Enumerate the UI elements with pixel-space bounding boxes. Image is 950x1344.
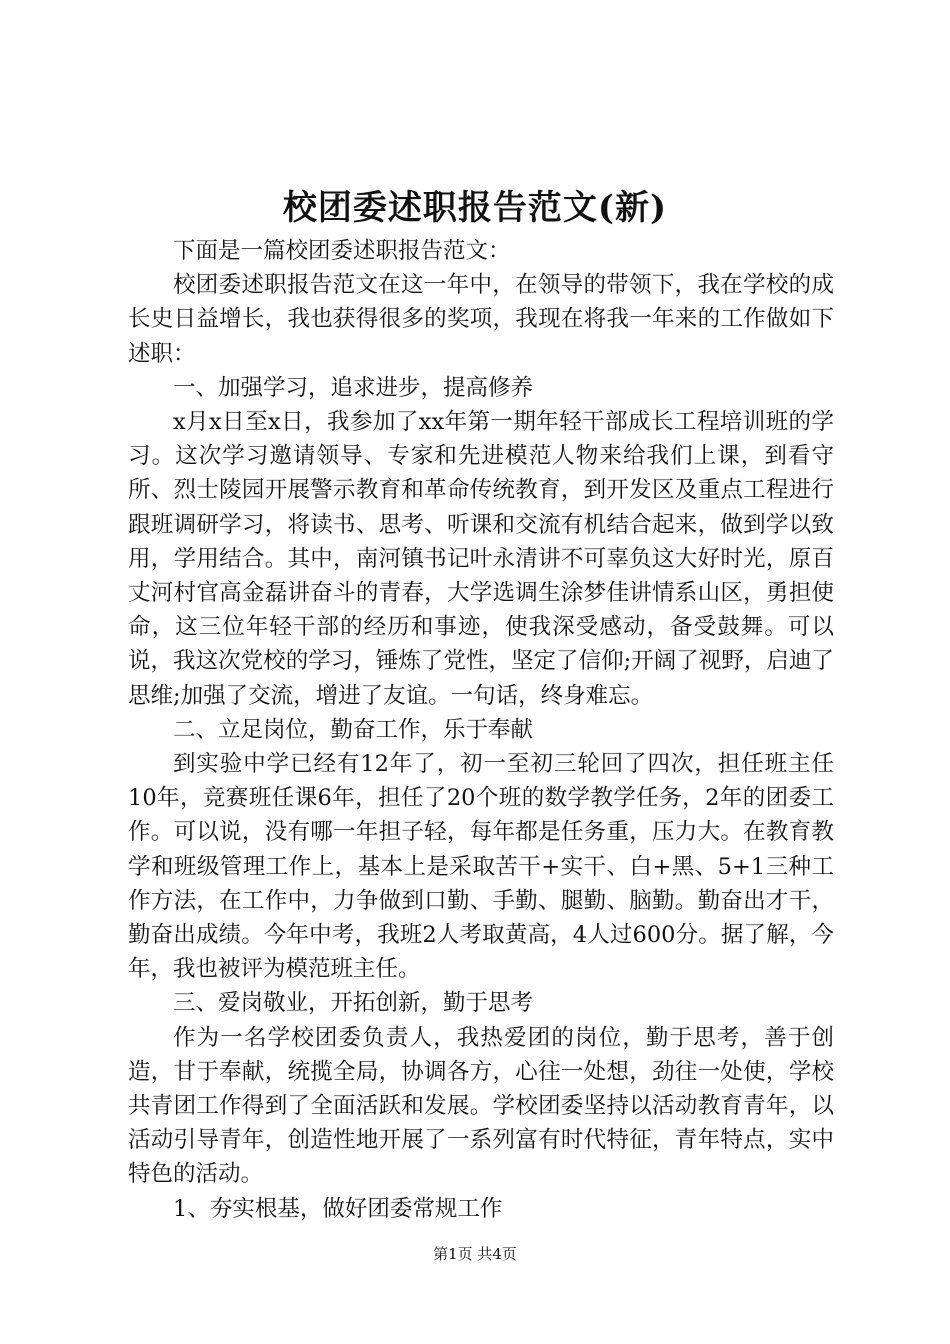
paragraph-intro: 下面是一篇校团委述职报告范文： <box>173 238 511 264</box>
document-title: 校团委述职报告范文(新) <box>282 188 668 228</box>
section-heading-1: 一、加强学习，追求进步，提高修养 <box>173 374 534 401</box>
section-heading-2: 二、立足岗位，勤奋工作，乐于奉献 <box>173 716 534 743</box>
sub-heading-1: 1、夯实根基，做好团委常规工作 <box>173 1195 503 1222</box>
section-heading-3: 三、爱岗敬业，开拓创新，勤于思考 <box>173 990 534 1017</box>
paragraph-opening: 校团委述职报告范文在这一年中，在领导的带领下，我在学校的成长史日益增长，我也获得很多的奖项，我现在将我一年来的工作做如下述职： <box>128 272 834 367</box>
page-footer: 第1页 共4页 <box>433 1245 517 1263</box>
paragraph-innovation: 作为一名学校团委负责人，我热爱团的岗位，勤于思考，善于创造，甘于奉献，统揽全局，协调各方，心往一处想，劲往一处使，学校共青团工作得到了全面活跃和发展。学校团委坚持以活动教育青年，以活动引导青年，创造性地开展了一系列富有时代特征，青年特点，实中特色的活动。 <box>128 1024 834 1188</box>
paragraph-study: x月x日至x日，我参加了xx年第一期年轻干部成长工程培训班的学习。这次学习邀请领导、专家和先进模范人物来给我们上课，到看守所、烈士陵园开展警示教育和革命传统教育，到开发区及重点工程进行跟班调研学习，将读书、思考、听课和交流有机结合起来，做到学以致用，学用结合。其中，南河镇书记叶永清讲不可辜负这大好时光，原百丈河村官高金磊讲奋斗的青春，大学选调生涂梦佳讲情系山区，勇担使命，这三位年轻干部的经历和事迹，使我深受感动，备受鼓舞。可以说，我这次党校的学习，锤炼了党性，坚定了信仰;开阔了视野，启迪了思维;加强了交流，增进了友谊。一句话，终身难忘。 <box>128 409 834 709</box>
paragraph-work: 到实验中学已经有12年了，初一至初三轮回了四次，担任班主任10年，竞赛班任课6年，担任了20个班的数学教学任务，2年的团委工作。可以说，没有哪一年担子轻，每年都是任务重，压力大。在教育教学和班级管理工作上，基本上是采取苦干+实干、白+黑、5+1三种工作方法，在工作中，力争做到口勤、手勤、腿勤、脑勤。勤奋出才干，勤奋出成绩。今年中考，我班2人考取黄高，4人过600分。据了解，今年，我也被评为模范班主任。 <box>128 751 834 983</box>
document-body <box>128 234 834 1226</box>
